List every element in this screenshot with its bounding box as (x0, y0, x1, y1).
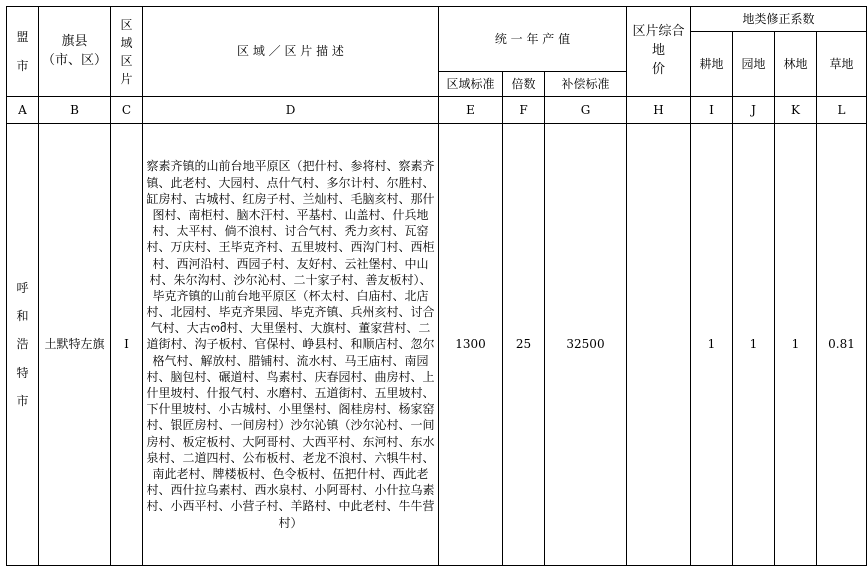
cell-grass-coefficient: 0.81 (817, 124, 867, 566)
cell-zone-standard: 1300 (439, 124, 503, 566)
land-compensation-table (6, 6, 867, 566)
cell-zone-block: Ⅰ (111, 124, 143, 566)
header-price-line1: 区片综合 (632, 24, 685, 40)
cell-league-city-line1: 呼 (16, 281, 29, 296)
column-letter-l: L (817, 97, 867, 124)
header-cell-zone-description: 区 域 ／ 区 片 描 述 (143, 7, 439, 97)
column-letter-d: D (143, 97, 439, 124)
column-letter-e: E (439, 97, 503, 124)
header-cell-land-type-coefficients: 地类修正系数 (691, 7, 867, 32)
header-cell-zone-standard: 区域标准 (439, 72, 503, 97)
cell-zone-description: 察素齐镇的山前台地平原区（把什村、参将村、察素齐镇、此老村、大园村、点什气村、多尔计村、尔胜村、缸房村、古城村、红房子村、兰灿村、毛脑亥村、那什图村、南柜村、脑木汗村、平基村、山盖村、什兵地村、太平村、倘不浪村、讨合气村、秃力亥村、瓦窑村、万庆村、王毕克齐村、五里坡村、西沟门村、西柜村、西河沿村、西园子村、友好村、云社堡村、中山村、朱尔沟村、沙尔沁村、二十家子村、善友板村）、毕克齐镇的山前台地平原区（杯太村、白庙村、北店村、北园村、毕克齐果园、毕克齐镇、兵州亥村、讨合气村、大古ომ村、大里堡村、大旗村、董家营村、二道街村、沟子板村、官保村、峥县村、和顺店村、忽尔格气村、解放村、腊铺村、流水村、马王庙村、南园村、脑包村、碾道村、鸟素村、庆春园村、曲房村、上什里坡村、什报气村、水磨村、五道街村、五里坡村、下什里坡村、小古城村、小里堡村、阁桂房村、杨家窑村、银匠房村、一间房村）沙尔沁镇（沙尔沁村、一间房村、板定板村、大阿哥村、大西平村、东河村、东水泉村、二道四村、公布板村、老龙不浪村、六犋牛村、南此老村、牌楼板村、色令板村、伍把什村、西此老村、西什拉乌素村、西水泉村、小阿哥村、小什拉乌素村、小西平村、小营子村、羊路村、中此老村、牛牛营村） (143, 124, 439, 566)
column-letter-j: J (733, 97, 775, 124)
header-price-line3: 价 (651, 61, 665, 77)
header-price-line2: 地 (651, 43, 665, 59)
column-letter-f: F (503, 97, 545, 124)
header-price-stack (630, 23, 687, 80)
cell-multiplier: 25 (503, 124, 545, 566)
header-cell-compensation-standard: 补偿标准 (545, 72, 627, 97)
cell-cultivated-coefficient: 1 (691, 124, 733, 566)
column-letter-k: K (775, 97, 817, 124)
header-banner-county-line1: 旗县 (61, 33, 88, 49)
header-cell-banner-county (39, 7, 111, 97)
header-league-city-line1: 盟 (16, 30, 29, 45)
header-zone-block-line4: 片 (120, 71, 133, 86)
cell-league-city-stack (16, 274, 28, 415)
header-cell-unified-annual-output: 统 一 年 产 值 (439, 7, 627, 72)
table-row (7, 124, 867, 566)
header-cell-cultivated-land: 耕地 (691, 31, 733, 96)
header-zone-block-line2: 域 (120, 35, 133, 50)
header-cell-grass-land: 草地 (817, 31, 867, 96)
cell-league-city-line2: 和 (16, 309, 29, 324)
header-cell-block-comprehensive-price (627, 7, 691, 97)
header-zone-block-line3: 区 (120, 53, 133, 68)
column-letter-h: H (627, 97, 691, 124)
header-league-city-line2: 市 (16, 58, 29, 73)
header-banner-county-line2: （市、区） (42, 52, 108, 68)
cell-league-city-line3: 浩 (16, 337, 29, 352)
column-letter-i: I (691, 97, 733, 124)
header-cell-league-city (7, 7, 39, 97)
column-letter-g: G (545, 97, 627, 124)
cell-block-comprehensive-price (627, 124, 691, 566)
header-cell-zone-block (111, 7, 143, 97)
cell-banner-county: 土默特左旗 (39, 124, 111, 566)
cell-league-city (7, 124, 39, 566)
header-cell-garden-land: 园地 (733, 31, 775, 96)
header-zone-block-line1: 区 (120, 17, 133, 32)
cell-garden-coefficient: 1 (733, 124, 775, 566)
cell-league-city-line4: 特 (16, 365, 29, 380)
header-row-top (7, 7, 867, 32)
cell-forest-coefficient: 1 (775, 124, 817, 566)
header-zone-block-stack (120, 16, 132, 88)
column-letter-c: C (111, 97, 143, 124)
header-league-city-stack (16, 23, 28, 79)
header-cell-forest-land: 林地 (775, 31, 817, 96)
column-letter-a: A (7, 97, 39, 124)
cell-league-city-line5: 市 (16, 393, 29, 408)
column-letter-row (7, 97, 867, 124)
header-banner-county-stack (42, 33, 107, 71)
cell-compensation-standard: 32500 (545, 124, 627, 566)
header-cell-multiplier: 倍数 (503, 72, 545, 97)
column-letter-b: B (39, 97, 111, 124)
